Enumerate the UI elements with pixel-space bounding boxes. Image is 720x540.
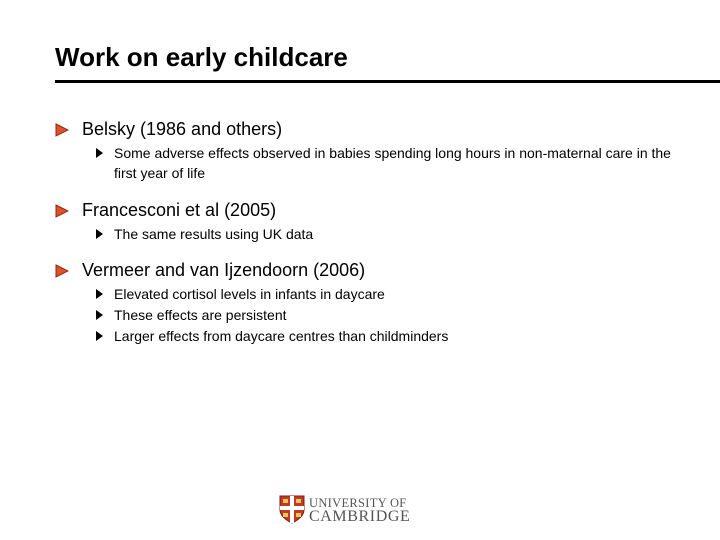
sub-bullet [114, 284, 694, 304]
black-triangle-bullet-icon [96, 289, 103, 299]
sub-bullet-text: Larger effects from daycare centres than childminders [114, 328, 449, 344]
orange-triangle-bullet-icon [55, 123, 69, 137]
section-heading-text: Belsky (1986 and others) [82, 119, 283, 139]
black-triangle-bullet-icon [96, 229, 103, 239]
sub-bullet [114, 143, 694, 183]
orange-triangle-bullet-icon [55, 264, 69, 278]
section-heading-text: Vermeer and van Ijzendoorn (2006) [82, 260, 366, 280]
black-triangle-bullet-icon [96, 310, 103, 320]
university-logo [279, 495, 424, 525]
black-triangle-bullet-icon [96, 148, 103, 158]
sub-bullet [114, 305, 694, 325]
sub-bullet-text: These effects are persistent [114, 307, 287, 323]
black-triangle-bullet-icon [96, 331, 103, 341]
section-heading [82, 260, 365, 281]
logo-line-university: UNIVERSITY OF [309, 496, 407, 510]
sub-bullet [114, 326, 694, 346]
orange-triangle-bullet-icon [55, 204, 69, 218]
title-underline [55, 80, 720, 83]
sub-bullet-text: Elevated cortisol levels in infants in daycare [114, 286, 385, 302]
shield-crest-icon [279, 495, 305, 524]
logo-line-cambridge: CAMBRIDGE [309, 508, 411, 525]
sub-bullet [114, 224, 694, 244]
slide-title: Work on early childcare [55, 42, 348, 72]
section-heading [82, 200, 276, 221]
logo-wordmark [309, 496, 410, 524]
section-heading [82, 119, 282, 140]
section-heading-text: Francesconi et al (2005) [82, 200, 277, 220]
sub-bullet-text: The same results using UK data [114, 226, 314, 242]
sub-bullet-text: Some adverse effects observed in babies spending long hours in non-maternal care in the first year of life [114, 145, 671, 181]
